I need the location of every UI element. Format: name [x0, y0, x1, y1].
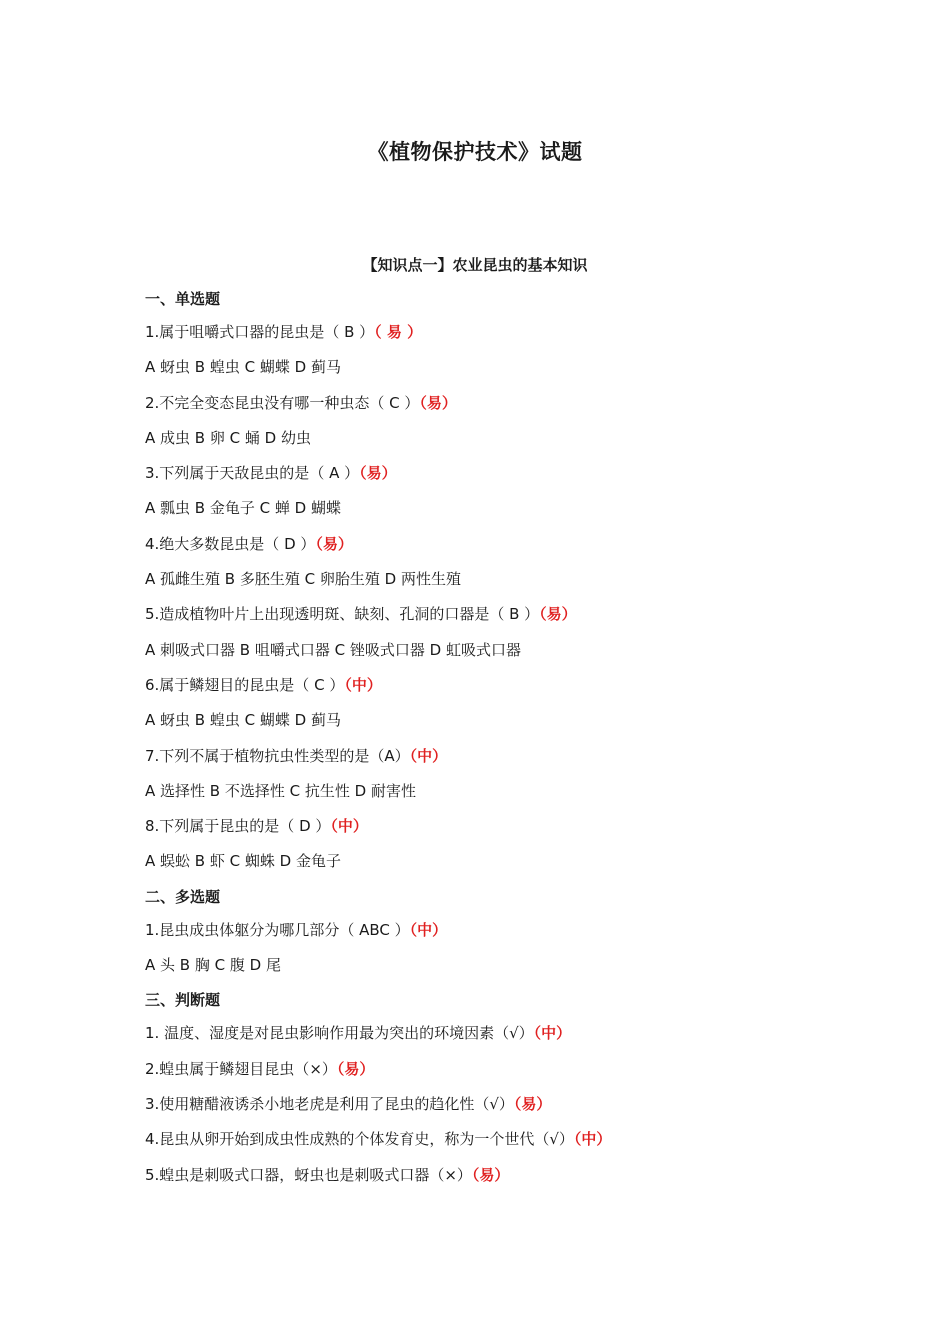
difficulty-label: （中）	[409, 746, 448, 765]
difficulty-label: （中）	[330, 817, 368, 836]
question-line	[145, 601, 845, 636]
question-text: 1.属于咀嚼式口器的昆虫是（ B ）	[145, 323, 375, 341]
question-text: 5.蝗虫是刺吸式口器，蚜虫也是刺吸式口器（×）	[145, 1165, 472, 1184]
question-text: 7.下列不属于植物抗虫性类型的是（A）	[145, 746, 410, 765]
question-line	[145, 743, 845, 778]
question-line	[145, 1091, 845, 1126]
question-text: 4.昆虫从卵开始到成虫性成熟的个体发育史，称为一个世代（√）	[145, 1130, 574, 1149]
question-line	[145, 917, 845, 952]
options-line: A 成虫 B 卵 C 蛹 D 幼虫	[145, 428, 311, 447]
question-text: 6.属于鳞翅目的昆虫是（ C ）	[145, 675, 345, 694]
options-line: A 头 B 胸 C 腹 D 尾	[145, 956, 281, 975]
question-content	[145, 286, 845, 1197]
question-text: 1.昆虫成虫体躯分为哪几部分（ ABC ）	[145, 920, 410, 939]
question-text: 2.蝗虫属于鳞翅目昆虫（×）	[145, 1059, 337, 1078]
question-text: 4.绝大多数昆虫是（ D ）	[145, 534, 316, 553]
question-line	[145, 1126, 845, 1161]
question-line	[145, 531, 845, 566]
question-text: 2.不完全变态昆虫没有哪一种虫态（ C ）	[145, 393, 420, 412]
difficulty-label: （中）	[409, 920, 448, 939]
section-heading-multi: 二、多选题	[145, 887, 221, 906]
question-text: 1. 温度、湿度是对昆虫影响作用最为突出的环境因素（√）	[145, 1024, 534, 1043]
difficulty-label: （中）	[533, 1024, 572, 1043]
question-line	[145, 1056, 845, 1091]
difficulty-label: （易）	[539, 605, 577, 624]
difficulty-label: （中）	[344, 675, 382, 694]
question-line	[145, 390, 845, 425]
difficulty-label: （易）	[336, 1059, 375, 1078]
difficulty-label: （中）	[573, 1130, 612, 1149]
difficulty-label: （易）	[419, 393, 457, 412]
options-line: A 孤雌生殖 B 多胚生殖 C 卵胎生殖 D 两性生殖	[145, 570, 461, 589]
question-line	[145, 319, 845, 354]
section-heading-single: 一、单选题	[145, 290, 221, 308]
difficulty-label: （易）	[315, 534, 353, 553]
options-line: A 蜈蚣 B 虾 C 蜘蛛 D 金龟子	[145, 852, 341, 871]
question-text: 3.下列属于天敌昆虫的是（ A ）	[145, 464, 360, 483]
difficulty-label: （易）	[471, 1165, 510, 1184]
question-line	[145, 1162, 845, 1197]
options-line: A 刺吸式口器 B 咀嚼式口器 C 锉吸式口器 D 虹吸式口器	[145, 640, 521, 659]
question-line	[145, 813, 845, 848]
options-line: A 瓢虫 B 金龟子 C 蝉 D 蝴蝶	[145, 499, 341, 518]
difficulty-label: （易）	[513, 1094, 552, 1113]
question-line	[145, 460, 845, 495]
options-line: A 选择性 B 不选择性 C 抗生性 D 耐害性	[145, 781, 416, 800]
question-text: 8.下列属于昆虫的是（ D ）	[145, 817, 331, 836]
options-line: A 蚜虫 B 蝗虫 C 蝴蝶 D 蓟马	[145, 358, 341, 377]
document-title: 《植物保护技术》试题	[367, 140, 583, 164]
question-text: 3.使用糖醋液诱杀小地老虎是利用了昆虫的趋化性（√）	[145, 1094, 514, 1113]
question-line	[145, 672, 845, 707]
difficulty-label: （ 易 ）	[374, 323, 423, 341]
question-line	[145, 1020, 845, 1055]
section-heading-judge: 三、判断题	[145, 991, 221, 1010]
options-line: A 蚜虫 B 蝗虫 C 蝴蝶 D 蓟马	[145, 711, 341, 730]
difficulty-label: （易）	[359, 464, 397, 483]
knowledge-point-title: 【知识点一】农业昆虫的基本知识	[362, 256, 588, 274]
question-text: 5.造成植物叶片上出现透明斑、缺刻、孔洞的口器是（ B ）	[145, 605, 540, 624]
